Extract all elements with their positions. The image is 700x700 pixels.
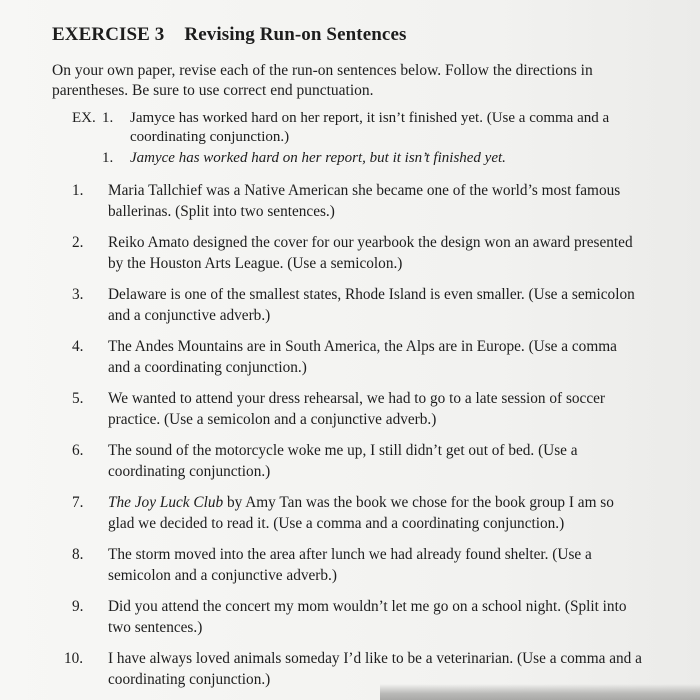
item-number: 6. bbox=[72, 442, 84, 459]
example-answer-number: 1. bbox=[102, 150, 114, 166]
exercise-item-3 bbox=[72, 284, 642, 326]
item-number: 10. bbox=[64, 650, 84, 667]
item-text: The sound of the motorcycle woke me up, I still didn’t get out of bed. (Use a coordinating conjunction.) bbox=[108, 442, 578, 480]
exercise-item-6 bbox=[72, 440, 642, 482]
item-text: Maria Tallchief was a Native American she became one of the world’s most famous ballerinas. (Split into two sentences.) bbox=[108, 182, 621, 220]
exercise-item-7 bbox=[72, 492, 642, 534]
instructions: On your own paper, revise each of the run-on sentences below. Follow the directions in parentheses. Be sure to use correct end punctuation. bbox=[52, 62, 593, 99]
example-answer-text: Jamyce has worked hard on her report, but it isn’t finished yet. bbox=[130, 150, 506, 166]
example-answer bbox=[72, 149, 642, 168]
example-text: Jamyce has worked hard on her report, it isn’t finished yet. (Use a comma and a coordinating conjunction.) bbox=[130, 110, 610, 145]
item-text: We wanted to attend your dress rehearsal, we had to go to a late session of soccer practice. (Use a semicolon and a conjunctive adverb.) bbox=[108, 390, 606, 428]
item-number: 1. bbox=[72, 182, 84, 199]
item-number: 2. bbox=[72, 234, 84, 251]
item-text: I have always loved animals someday I’d like to be a veterinarian. (Use a comma and a coordinating conjunction.) bbox=[108, 650, 642, 688]
example-tag: EX. bbox=[72, 110, 96, 126]
item-text: The storm moved into the area after lunch we had already found shelter. (Use a semicolon and a conjunctive adverb.) bbox=[108, 546, 592, 584]
item-number: 9. bbox=[72, 598, 84, 615]
example-prompt bbox=[72, 109, 642, 147]
item-number: 3. bbox=[72, 286, 84, 303]
item-text: Reiko Amato designed the cover for our yearbook the design won an award presented by the Houston Arts League. (Use a semicolon.) bbox=[108, 234, 633, 272]
book-title: The Joy Luck Club bbox=[108, 494, 224, 511]
item-text: Delaware is one of the smallest states, Rhode Island is even smaller. (Use a semicolon and a conjunctive adverb.) bbox=[108, 286, 635, 324]
exercise-item-1 bbox=[72, 180, 642, 222]
exercise-item-4 bbox=[72, 336, 642, 378]
example-block bbox=[72, 109, 642, 168]
item-text: The Andes Mountains are in South America, the Alps are in Europe. (Use a comma and a coordinating conjunction.) bbox=[108, 338, 617, 376]
item-number: 4. bbox=[72, 338, 84, 355]
exercise-item-9 bbox=[72, 596, 642, 638]
exercise-header bbox=[52, 24, 406, 46]
exercise-item-2 bbox=[72, 232, 642, 274]
exercise-item-5 bbox=[72, 388, 642, 430]
exercise-item-8 bbox=[72, 544, 642, 586]
exercise-label: EXERCISE 3 bbox=[52, 24, 165, 45]
exercise-items bbox=[64, 180, 642, 700]
item-number: 7. bbox=[72, 494, 84, 511]
exercise-title: Revising Run-on Sentences bbox=[184, 24, 407, 45]
item-text: Did you attend the concert my mom wouldn’t let me go on a school night. (Split into two sentences.) bbox=[108, 598, 627, 636]
item-number: 5. bbox=[72, 390, 84, 407]
example-number: 1. bbox=[102, 110, 114, 126]
item-number: 8. bbox=[72, 546, 84, 563]
item-text: by Amy Tan was the book we chose for the book group I am so glad we decided to read it. (Use a comma and a coordinating conjunction.) bbox=[108, 494, 614, 532]
page-edge-shadow bbox=[380, 684, 700, 700]
